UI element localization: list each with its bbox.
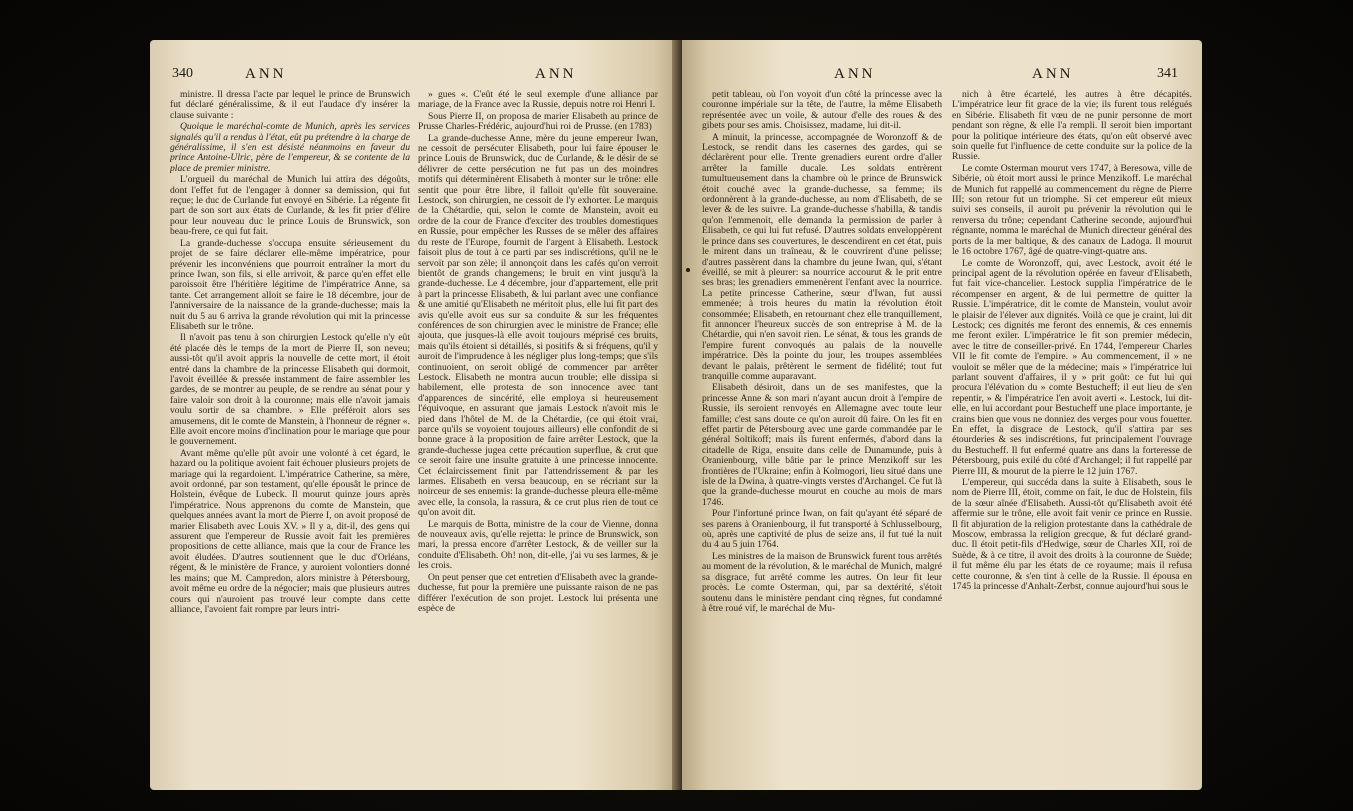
right-page: [682, 40, 1202, 790]
paragraph: petit tableau, où l'on voyoit d'un côté la princesse avec la couronne impériale sur la tête, de l'autre, la même Elisabeth représentée avec un voile, & autour d'elle des roues & des gibets pour ses amis. Choisissez, madame, lui dit-il.: [702, 90, 942, 132]
paragraph: » gues «. C'eût été le seul exemple d'une alliance par mariage, de la France avec la Russie, depuis notre roi Henri I.: [418, 90, 658, 111]
right-page-column-2: [952, 90, 1192, 780]
paragraph: La grande-duchesse Anne, mère du jeune empereur Iwan, ne cessoit de persécuter Elisabeth, pour lui faire épouser le prince Louis de Brunswick, duc de Curlande, & le désir de se délivrer de cette persécution ne fut pas un des moindres motifs qui déterminèrent Elisabeth à monter sur le trône: elle sentit que pour être libre, il falloit qu'elle fût souveraine. Lestock, son chirurgien, ne cessoit de l'y exhorter. Le marquis de la Chétardie, qui, selon le comte de Manstein, avoit eu ordre de la cour de France d'exciter des troubles domestiques en Russie, pour empêcher les Russes de se mêler des affaires du reste de l'Europe, fournit de l'argent à Elisabeth. Lestock faisoit plus de tout à ce parti par ses indiscrétions, qu'il ne le servoit par son zèle; il annonçoit dans les cafés qu'on verroit bientôt de grands changemens; le bruit en vint jusqu'à la grande-duchesse. Le 4 décembre, jour d'appartement, elle prit à part la princesse Elisabeth, & lui parlant avec une confiance & une amitié qu'Elisabeth ne méritoit plus, elle lui fit part des avis qu'elle avoit eus sur sa conduite & sur les fréquentes conférences de son chirurgien avec le ministre de France; elle ajouta, que jusques-là elle avoit toujours méprisé ces bruits, mais qu'ils étoient si détaillés, si positifs & si fréquens, qu'il y auroit de l'imprudence à les négliger plus long-temps; que s'ils continuoient, on seroit obligé de commencer par arrêter Lestock. Elisabeth ne montra aucun trouble; elle dissipa si habilement, elle protesta de son innocence avec tant d'apparences de sincérité, elle employa si heureusement l'équivoque, en assurant que jamais Lestock n'avoit mis le pied dans l'hôtel de M. de la Chétardie, (ce qui étoit vrai, parce qu'ils se voyoient toujours ailleurs) elle confondit de si bonne grace à la proposition de faire arrêter Lestock, que la grande-duchesse jugea cette précaution superflue, & crut que ce seroit faire une insulte gratuite à une princesse innocente. Cet éclaircissement finit par l'attendrissement & par les larmes. Elisabeth en versa beaucoup, en se récriant sur la noirceur de ses ennemis: la grande-duchesse pleura elle-même avec elle, la consola, la rassura, & ce crut plus rien de tout ce qu'on avoit dit.: [418, 132, 658, 519]
paragraph: Sous Pierre II, on proposa de marier Elisabeth au prince de Prusse Charles-Frédéric, aujourd'hui roi de Prusse. (en 1783): [418, 110, 658, 133]
running-head-left-1: ANN: [245, 66, 287, 82]
paragraph: Elisabeth désiroit, dans un de ses manifestes, que la princesse Anne & son mari n'ayant aucun droit à l'empire de Russie, ils seroient renvoyés en Allemagne avec toute leur famille; c'est sans doute ce qu'on auroit dû faire. On les fit en effet partir de Pétersbourg avec une garde commandée par le général Soltikoff; mais ils furent enfermés, d'abord dans la citadelle de Riga, ensuite dans celle de Dunamunde, puis à Oranienbourg, ville bâtie par le prince Menzikoff sur les frontières de l'Ukraine; enfin à Kolmogori, lieu situé dans une isle de la Dwina, à quatre-vingts verstes d'Archangel. Ce fut là que la grande-duchesse mourut en couche au mois de mars 1746.: [702, 382, 942, 508]
page-number-left: 340: [172, 66, 193, 81]
paragraph: Il n'avoit pas tenu à son chirurgien Lestock qu'elle n'y eût été placée dès le temps de la mort de Pierre II, son neveu; aussi-tôt qu'il avoit appris la nouvelle de cette mort, il étoit entré dans la chambre de la princesse Elisabeth qui dormoit, l'avoit éveillée & pressée instamment de faire assembler les gardes, de se montrer au peuple, de se rendre au sénat pour y faire valoir son droit à la couronne; mais elle n'avoit jamais voulu sortir de sa chambre. » Elle préféroit alors ses amusemens, dit le comte de Manstein, à l'honneur de régner «. Elle avoit encore moins d'inclination pour le mariage que pour le gouvernement.: [170, 332, 410, 448]
paragraph: Avant même qu'elle pût avoir une volonté à cet égard, le hazard ou la politique avoient fait échouer plusieurs projets de mariage qui la regardoient. L'impératrice Catherine, sa mère, avoit ordonné, par son testament, qu'elle épousât le prince de Holstein, évêque de Lubeck. Il mourut quinze jours après l'impératrice. Nous apprenons du comte de Manstein, que quelques années avant la mort de Pierre I, on avoit proposé de marier Elisabeth avec Louis XV. » Il y a, dit-il, des gens qui assurent que l'empereur de Russie avoit fait les premières propositions de cette alliance, mais que la cour de France les avoit éludées. D'autres soutiennent que le duc d'Orléans, régent, & le ministère de France, y auroient volontiers donné les mains; que M. Campredon, alors ministre à Pétersbourg, avoit même eu ordre de la négocier; mais que plusieurs autres cours qui n'auroient pas trouvé leur compte dans cette alliance, l'avoient fait rompre par leurs intri-: [170, 447, 410, 615]
paragraph: La grande-duchesse s'occupa ensuite sérieusement du projet de se faire déclarer elle-même impératrice, pour prévenir les inconvéniens que pourroit entraîner la mort du prince Iwan, son fils, si elle arrivoit, & parce qu'en effet elle paroissoit être l'héritière légitime de l'impératrice Anne, sa tante. Cet arrangement alloit se faire le 18 décembre, jour de l'anniversaire de la naissance de la grande-duchesse; mais la nuit du 5 au 6 arriva la grande révolution qui mit la princesse Elisabeth sur le trône.: [170, 237, 410, 332]
margin-mark: [686, 268, 690, 272]
paragraph: ministre. Il dressa l'acte par lequel le prince de Brunswich fut déclaré généralissime, & il eut l'audace d'y insérer la clause suivante :: [170, 90, 410, 121]
paragraph: L'orgueil du maréchal de Munich lui attira des dégoûts, dont l'effet fut de l'engager à donner sa demission, qui fut reçue; le duc de Curlande fut envoyé en Sibérie. La régente fit part de son sort aux états de Curlande, & les fit prier d'élire pour leur nouveau duc le prince Louis de Brunswick, son beau-frere, ce qui fut fait.: [170, 174, 410, 238]
running-head-right-2: ANN: [1032, 66, 1074, 82]
paragraph: Pour l'infortuné prince Iwan, on fait qu'ayant été séparé de ses parens à Oranienbourg, il fut transporté à Schlusselbourg, où, après une captivité de plus de seize ans, il fut tué la nuit du 4 au 5 juin 1764.: [702, 508, 942, 551]
page-number-right: 341: [1157, 66, 1178, 81]
paragraph: Le comte de Woronzoff, qui, avec Lestock, avoit été le principal agent de la révolution opérée en faveur d'Elisabeth, fut fait vice-chancelier. Lestock supplia l'impératrice de le récompenser en argent, & de lui permettre de quitter la Russie. L'impératrice, dit le comte de Manstein, voulut avoir le plaisir de l'élever aux dignités. Voilà ce que je craint, lui dit Lestock; ces dignités me feront des ennemis, & ces ennemis me feront exiler. L'impératrice le fit son premier médecin, avec le titre de conseiller-privé. En 1744, l'empereur Charles VII le fit comte de l'empire. » Au commencement, il » ne vouloit se mêler que de la médecine; mais » l'impératrice lui parlant souvent d'affaires, il y » prit goût: ce fut lui qui procura l'élévation du » comte Bestucheff; il eut lieu de s'en repentir, » & l'impératrice l'en avoit averti «. Lestock, lui dit-elle, en lui accordant pour Bestucheff une place importante, je crains bien que vous ne donniez des verges pour vous fouetter. En effet, la disgrace de Lestock, qu'il s'attira par ses étourderies & ses indiscrétions, fut principalement l'ouvrage du Bestucheff. Il fut enfermé quatre ans dans la forteresse de Pétersbourg, puis exilé du côté d'Archangel; il fut rappellé par Pierre III, & mourut de la pierre le 12 juin 1767.: [952, 257, 1192, 477]
paragraph: Les ministres de la maison de Brunswick furent tous arrêtés au moment de la révolution, & le maréchal de Munich, malgré sa disgrace, fut arrêté comme les autres. On leur fit leur procès. Le comte Osterman, qui, par sa dextérité, s'étoit soutenu dans le ministère pendant cinq règnes, fut condamné à être roué vif, le maréchal de Mu-: [702, 550, 942, 614]
paragraph: Quoique le maréchal-comte de Munich, après les services signalés qu'il a rendus à l'état, eût pu prétendre à la charge de généralissime, il s'en est désisté néanmoins en faveur du prince Antoine-Ulric, père de l'empereur, & se contente de la place de premier ministre.: [170, 121, 410, 174]
paragraph: Le comte Osterman mourut vers 1747, à Beresowa, ville de Sibérie, où étoit mort aussi le prince Menzikoff. Le maréchal de Munich fut rappellé au commencement du règne de Pierre III; son retour fut un triomphe. Si cet empereur eût mieux suivi ses conseils, il auroit pu prévenir la révolution qui le renversa du trône; cependant Catherine seconde, aujourd'hui régnante, nomma le maréchal de Munich directeur général des ports de la mer baltique, & des canaux de Ladoga. Il mourut le 16 octobre 1767, âgé de quatre-vingt-quatre ans.: [952, 162, 1192, 258]
paragraph: nich à être écartelé, les autres à être décapités. L'impératrice leur fit grace de la vie; ils furent tous relégués en Sibérie. Elisabeth fit vœu de ne punir personne de mort pendant son règne, & elle l'a rempli. Il seroit bien important pour la politique intérieure des états, qu'on eût observé avec soin quelle fut l'influence de cette conduite sur la police de la Russie.: [952, 90, 1192, 163]
left-page-column-2: [418, 90, 658, 780]
running-head-right-1: ANN: [834, 66, 876, 82]
paragraph: Le marquis de Botta, ministre de la cour de Vienne, donna de nouveaux avis, qu'elle rejetta: le prince de Brunswick, son mari, la pressa encore d'arrêter Lestock, & de veiller sur la conduite d'Elisabeth. Oh! non, dit-elle, j'ai vu ses larmes, & je les crois.: [418, 518, 658, 572]
running-head-left-2: ANN: [535, 66, 577, 82]
paragraph: L'empereur, qui succéda dans la suite à Elisabeth, sous le nom de Pierre III, étoit, comme on fait, le duc de Holstein, fils de la sœur aînée d'Elisabeth. Aussi-tôt qu'Elisabeth avoit été affermie sur le trône, elle avoit fait venir ce prince en Russie. Il fit abjuration de la religion protestante dans la cathédrale de Moscow, embrassa la religion grecque, & fut déclaré grand-duc. Il étoit petit-fils d'Hedwige, sœur de Charles XII, roi de Suède, & à ce titre, il avoit des droits à la couronne de Suède; il fut même élu par les états de ce royaume; mais il refusa cette couronne, & s'en tint à celle de la Russie. Il épousa en 1745 la princesse d'Anhalt-Zerbst, connue aujourd'hui sous le: [952, 477, 1192, 593]
paragraph: A minuit, la princesse, accompagnée de Woronzoff & de Lestock, se rendit dans les casernes des gardes, qui se déclarèrent pour elle. Trente grenadiers eurent ordre d'aller arrêter la famille ducale. Les soldats entrèrent tumultueusement dans la chambre où le prince de Brunswick étoit couché avec la grande-duchesse, sa femme; ils ordonnèrent à la grande-duchesse, au nom d'Elisabeth, de se lever & de les suivre. La grande-duchesse s'habilla, & tandis qu'on l'emmenoit, elle demanda la permission de parler à Elisabeth, ce qui lui fut refusé. D'autres soldats enveloppèrent le prince dans ses couvertures, le descendirent en cet état, puis le mirent dans un traîneau, & le couvrirent d'une pelisse; d'autres passèrent dans la chambre du jeune Iwan, qui, s'étant éveillé, se mit à pleurer: sa nourrice accourut & le prit entre ses bras; les grenadiers emmenèrent l'enfant avec la nourrice. La petite princesse Catherine, sœur d'Iwan, fut aussi emmenée; à trois heures du matin la révolution étoit consommée; Elisabeth, en retournant chez elle tranquillement, fit annoncer l'heureux succès de son entreprise à M. de la Chétardie, qui n'en savoit rien. Le sénat, & tous les grands de l'empire furent convoqués au palais de la nouvelle impératrice. Dès la pointe du jour, les troupes assemblées devant le palais, prêtèrent le serment de fidélité; tout fut tranquille comme auparavant.: [702, 131, 942, 382]
right-page-column-1: [702, 90, 942, 780]
left-page: [150, 40, 680, 790]
left-page-column-1: [170, 90, 410, 780]
paragraph: On peut penser que cet entretien d'Elisabeth avec la grande-duchesse, fut pour la première une puissante raison de ne pas différer l'exécution de son projet. Lestock lui présenta une espèce de: [418, 571, 658, 614]
